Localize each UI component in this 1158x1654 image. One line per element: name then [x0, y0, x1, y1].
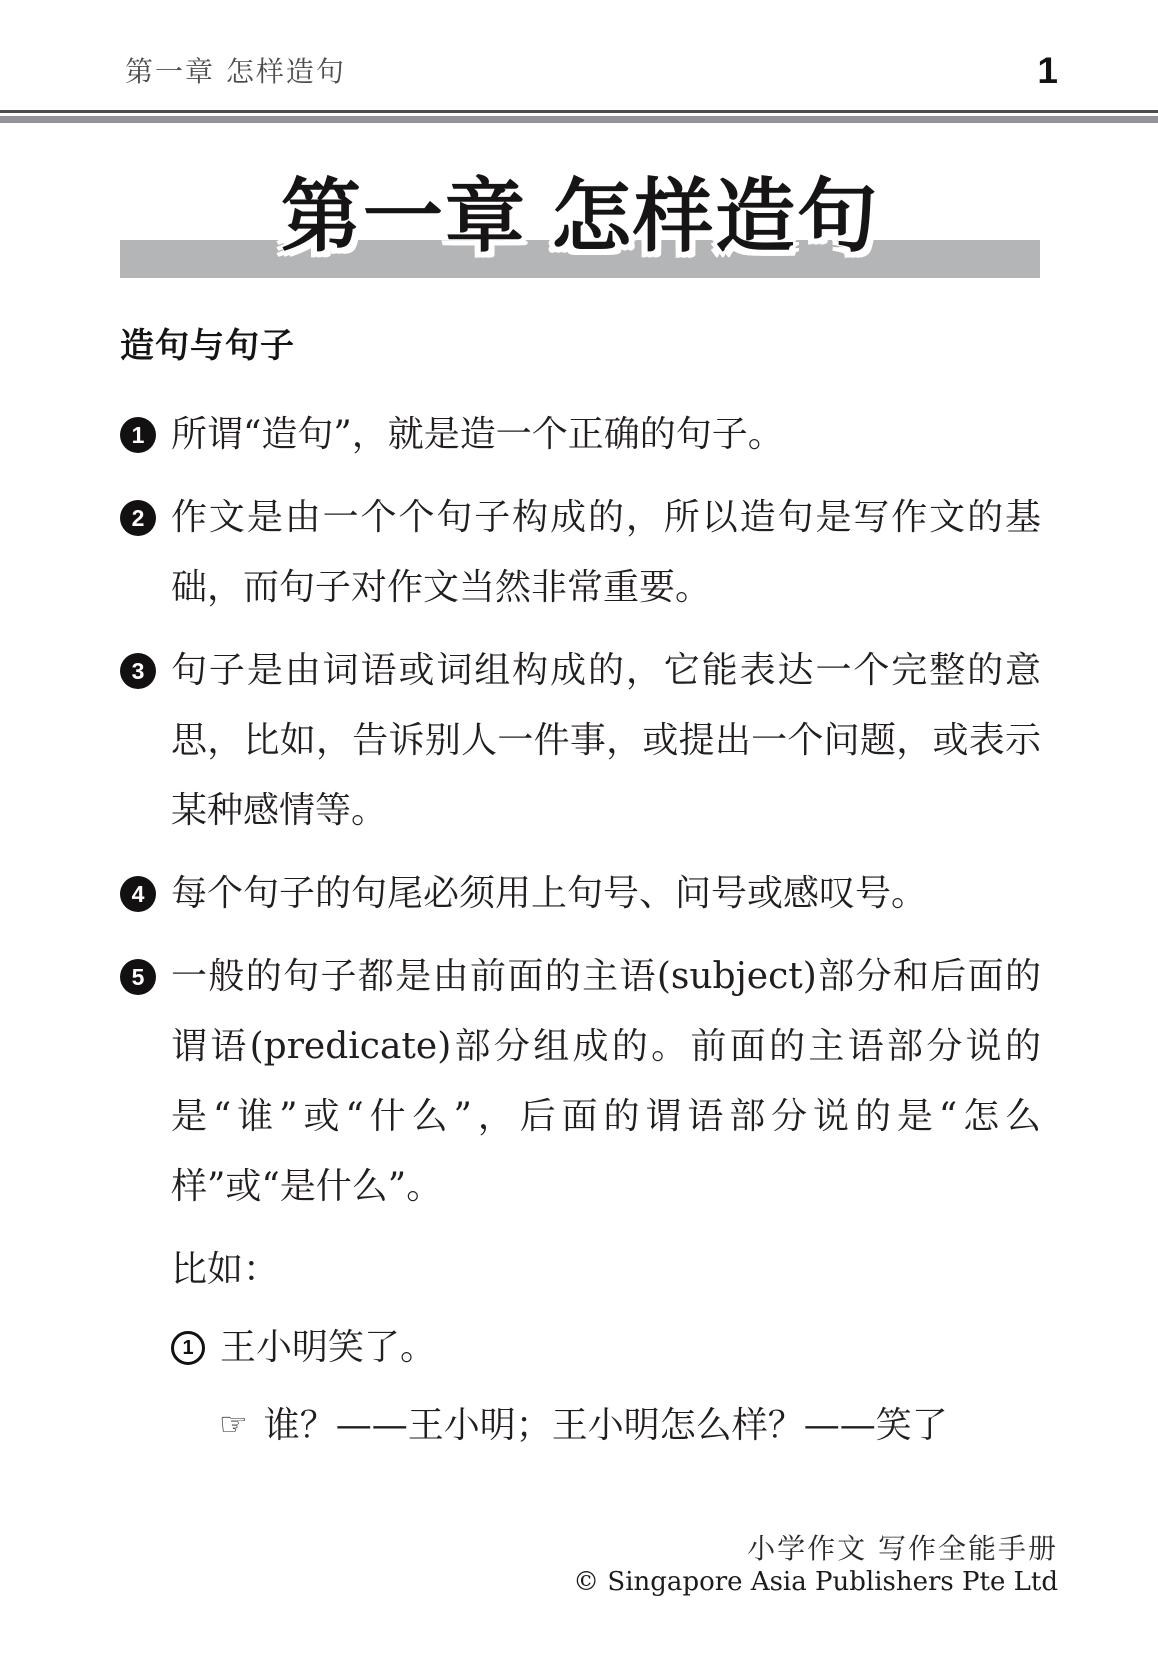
chapter-title: 第一章 怎样造句: [280, 172, 880, 261]
list-item-2: [120, 483, 1041, 623]
running-chapter-label: 第一章 怎样造句: [125, 55, 346, 89]
example-analysis: [219, 1391, 1041, 1461]
example-analysis-text: 谁？——王小明；王小明怎么样？——笑了: [263, 1405, 948, 1446]
example-block: [171, 1235, 1041, 1461]
item-4-text: 每个句子的句尾必须用上句号、问号或感叹号。: [171, 873, 928, 914]
list-item-4: [120, 859, 1041, 929]
pointing-hand-icon: ☞: [219, 1405, 248, 1443]
page-content: [120, 326, 1041, 1461]
example-item: [171, 1313, 1041, 1383]
page-number: 1: [1037, 50, 1058, 91]
item-3-number: 3: [131, 657, 145, 684]
list-item-1: [120, 400, 1041, 470]
example-item-number-badge: [171, 1331, 205, 1365]
item-2-number: 2: [131, 504, 145, 531]
header-rule-thick: [0, 116, 1158, 123]
item-5-number-badge: [120, 959, 156, 995]
running-header: [125, 52, 1058, 89]
list-item-3: [120, 636, 1041, 846]
list-item-5: [120, 942, 1041, 1222]
item-1-number-badge: [120, 417, 156, 453]
item-5-number: 5: [131, 963, 145, 990]
item-4-number-badge: [120, 876, 156, 912]
item-4-number: 4: [131, 880, 145, 907]
example-sentence: 王小明笑了。: [220, 1327, 437, 1368]
item-5-text: 一般的句子都是由前面的主语(subject)部分和后面的谓语(predicate)部分组成的。前面的主语部分说的是“谁”或“什么”，后面的谓语部分说的是“怎么样”或“是什么”。: [171, 956, 1041, 1207]
item-3-number-badge: [120, 653, 156, 689]
numbered-list: [120, 400, 1041, 1222]
book-title: 小学作文 写作全能手册: [747, 1532, 1058, 1565]
copyright-notice: © Singapore Asia Publishers Pte Ltd: [573, 1567, 1058, 1597]
item-1-text: 所谓“造句”，就是造一个正确的句子。: [171, 414, 784, 455]
example-intro: 比如：: [171, 1249, 280, 1290]
item-2-text: 作文是由一个个句子构成的，所以造句是写作文的基础，而句子对作文当然非常重要。: [171, 497, 1041, 608]
header-rule-thin: [0, 110, 1158, 113]
item-2-number-badge: [120, 500, 156, 536]
example-item-number: 1: [182, 1337, 194, 1359]
item-1-number: 1: [131, 421, 145, 448]
page-footer: [573, 1532, 1058, 1598]
section-heading: 造句与句子: [120, 327, 295, 365]
item-3-text: 句子是由词语或词组构成的，它能表达一个完整的意思，比如，告诉别人一件事，或提出一个问题，或表示某种感情等。: [171, 650, 1041, 831]
